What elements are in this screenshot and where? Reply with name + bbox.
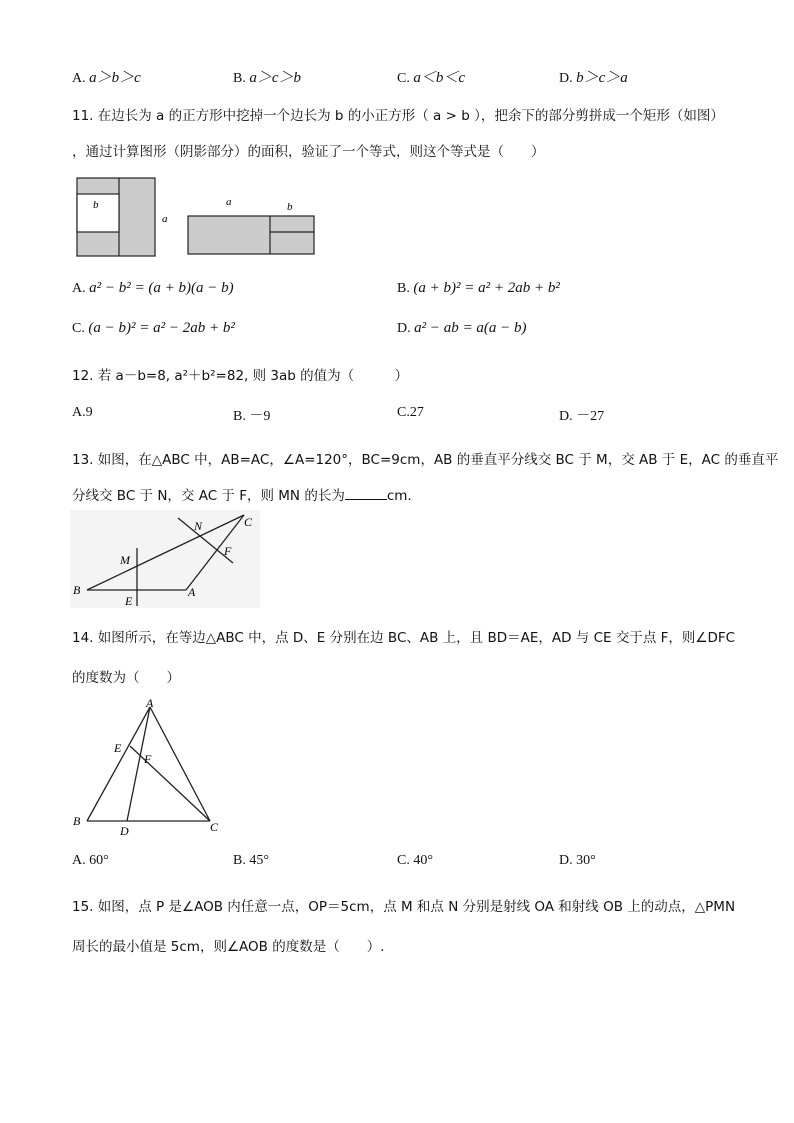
q11-label-a: a (162, 213, 168, 225)
q14-option-d: D. 30° (559, 853, 596, 868)
q13-stem-line2: 分线交 BC 于 N，交 AC 于 F，则 MN 的长为 cm. (72, 488, 412, 504)
q10-option-a: A. a＞b＞c (72, 70, 141, 86)
q10-option-c: C. a＜b＜c (397, 70, 466, 86)
q11-rectangle (188, 216, 314, 254)
q15-stem-line2: 周长的最小值是 5cm，则∠AOB 的度数是（ ）. (72, 939, 385, 955)
q11-option-c: C. (a − b)² = a² − 2ab + b² (72, 320, 235, 336)
q11-option-d: D. a² − ab = a(a − b) (397, 320, 527, 336)
q12-option-c: C.27 (397, 405, 424, 420)
q11-option-b: B. (a + b)² = a² + 2ab + b² (397, 280, 560, 296)
svg-text:B: B (73, 814, 81, 828)
q11-figure (74, 174, 319, 262)
svg-text:E: E (114, 741, 122, 755)
q11-option-a: A. a² − b² = (a + b)(a − b) (72, 280, 234, 296)
q13-stem-line1: 13. 如图，在△ABC 中，AB=AC，∠A=120°，BC=9cm，AB 的垂直平分线交 BC 于 M，交 AB 于 E，AC 的垂直平 (72, 452, 779, 468)
q14-option-b: B. 45° (233, 853, 269, 868)
svg-text:A: A (188, 585, 196, 599)
q11-stem-line2: ，通过计算图形（阴影部分）的面积，验证了一个等式，则这个等式是（ ） (72, 144, 545, 160)
q13-figure (70, 510, 260, 608)
q12-stem: 12. 若 a－b=8, a²＋b²=82, 则 3ab 的值为（ ） (72, 368, 409, 384)
svg-text:D: D (120, 824, 129, 837)
q10-option-d: D. b＞c＞a (559, 70, 628, 86)
q14-option-a: A. 60° (72, 853, 109, 868)
svg-text:E: E (125, 594, 133, 608)
svg-text:F: F (144, 752, 152, 766)
q14-stem-line1: 14. 如图所示，在等边△ABC 中，点 D、E 分别在边 BC、AB 上，且 BD＝AE，AD 与 CE 交于点 F，则∠DFC (72, 630, 736, 646)
q14-stem-line2: 的度数为（ ） (72, 670, 180, 686)
svg-text:B: B (73, 583, 81, 597)
q10-option-b: B. a＞c＞b (233, 70, 302, 86)
q13-answer-blank (345, 487, 387, 500)
svg-text:M: M (120, 553, 130, 567)
svg-text:N: N (194, 519, 203, 533)
q14-option-c: C. 40° (397, 853, 433, 868)
q12-option-d: D. －27 (559, 409, 605, 424)
q11-label-b: b (93, 199, 99, 211)
q12-option-b: B. －9 (233, 409, 271, 424)
svg-text:F: F (224, 544, 232, 558)
q12-option-a: A.9 (72, 405, 93, 420)
svg-text:C: C (244, 515, 253, 529)
q11-label-a2: a (226, 196, 232, 208)
q11-stem-line1: 11. 在边长为 a 的正方形中挖掉一个边长为 b 的小正方形（ a > b ），把余下的部分剪拼成一个矩形（如图） (72, 108, 724, 124)
svg-text:C: C (210, 820, 219, 834)
svg-text:A: A (146, 697, 154, 710)
q11-label-b2: b (287, 201, 293, 213)
q15-stem-line1: 15. 如图，点 P 是∠AOB 内任意一点，OP＝5cm，点 M 和点 N 分别是射线 OA 和射线 OB 上的动点，△PMN (72, 899, 736, 915)
q14-figure (70, 697, 230, 837)
